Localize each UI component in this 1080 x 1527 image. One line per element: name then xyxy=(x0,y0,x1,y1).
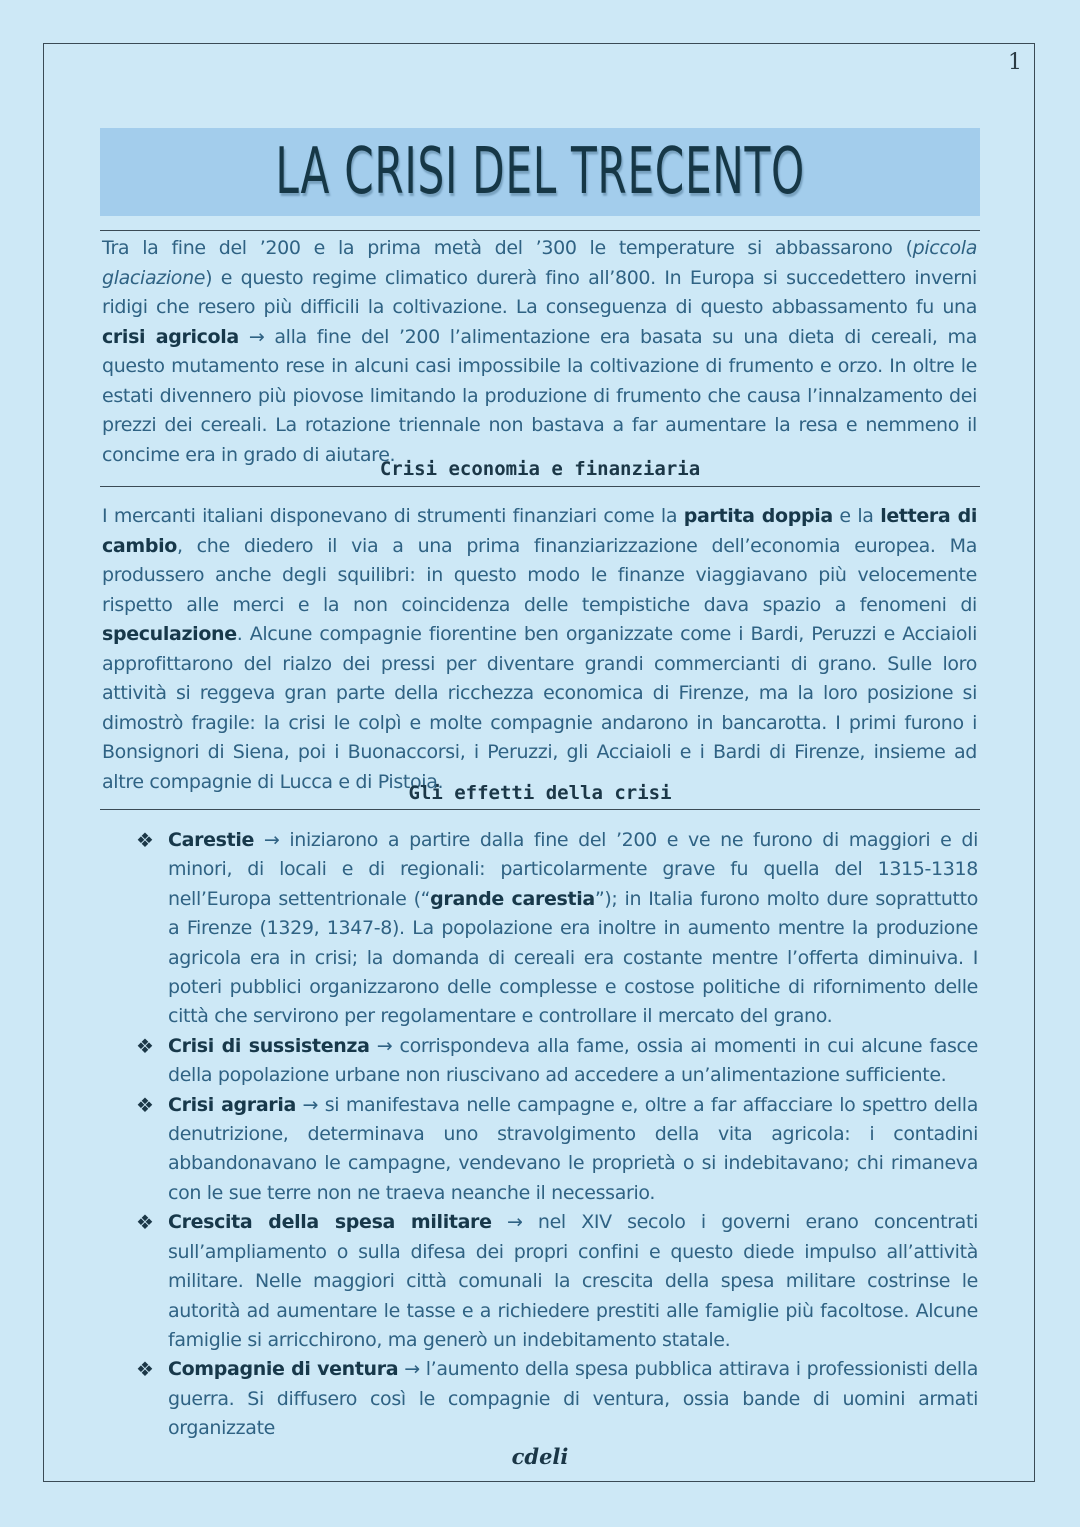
key-term: speculazione xyxy=(102,623,237,645)
economic-crisis-paragraph: I mercanti italiani disponevano di strumenti finanziari come la partita doppia e la lettera di cambio, che diedero il via a una prima finanziarizzazione dell’economia europea. Ma produssero anche degli squilibri: in questo modo le finanze viaggiavano più velocemente rispetto alle merci e la non coincidenza delle tempistiche dava spazio a fenomeni di speculazione. Alcune compagnie fiorentine ben organizzate come i Bardi, Peruzzi e Acciaioli approfittarono del rialzo dei pressi per diventare grandi commercianti di grano. Sulle loro attività si reggeva gran parte della ricchezza economica di Firenze, ma la loro posizione si dimostrò fragile: la crisi le colpì e molte compagnie andarono in bancarotta. I primi furono i Bonsignori di Siena, poi i Buonaccorsi, i Peruzzi, gli Acciaioli e i Bardi di Firenze, insieme ad altre compagnie di Lucca e di Pistoia. xyxy=(102,505,977,793)
section-divider xyxy=(100,486,980,487)
footer-logo: cdeli xyxy=(511,1444,569,1469)
key-term: lettera di cambio xyxy=(102,505,977,557)
diamond-bullet-icon: ❖ xyxy=(136,1210,154,1235)
list-item-crisi-agraria: ❖ Crisi agraria → si manifestava nelle campagne e, oltre a far affacciare lo spettro della denutrizione, determinava uno stravolgimento della vita agricola: i contadini abbandonavano le campagne, vendevano le proprietà o si indebitavano; chi rimaneva con le sue terre non ne traeva neanche il necessario. xyxy=(136,1092,978,1204)
list-item-crisi-sussistenza: ❖ Crisi di sussistenza → corrispondeva alla fame, ossia ai momenti in cui alcune fasce della popolazione urbane non riuscivano ad accedere a un’alimentazione sufficiente. xyxy=(136,1033,978,1087)
list-item-compagnie-ventura: ❖ Compagnie di ventura → l’aumento della spesa pubblica attirava i professionisti della guerra. Si diffusero così le compagnie di ventura, ossia bande di uomini armati organizzate xyxy=(136,1357,979,1440)
intro-paragraph: Tra la fine del ’200 e la prima metà del ’300 le temperature si abbassarono (piccola glaciazione) e questo regime climatico durerà fino all’800. In Europa si succedettero inverni ridigi che resero più difficili la coltivazione. La conseguenza di questo abbassamento fu una crisi agricola → alla fine del ’200 l’alimentazione era basata su una dieta di cereali, ma questo mutamento rese in alcuni casi impossibile la coltivazione di frumento e orzo. In oltre le estati divennero più piovose limitando la produzione di frumento che causa l’innalzamento dei prezzi dei cereali. La rotazione triennale non bastava a far aumentare la resa e nemmeno il concime era in grado di aiutare. xyxy=(102,237,977,466)
diamond-bullet-icon: ❖ xyxy=(136,828,154,852)
section-heading-economic-crisis: Crisi economia e finanziaria xyxy=(379,458,701,480)
list-item-carestie: ❖ Carestie → iniziarono a partire dalla fine del ’200 e ve ne furono di maggiori e di minori, di locali e di regionali: particolarmente grave fu quella del 1315-1318 nell’Europa settentrionale (“grande carestia”); in Italia furono molto dure soprattutto a Firenze (1329, 1347-8). La popolazione era inoltre in aumento mentre la produzione agricola era in crisi; la domanda di cereali era costante mentre l’offerta diminuiva. I poteri pubblici organizzarono delle complesse e costose politiche di rifornimento delle città che servirono per regolamentare e controllare il mercato del grano. xyxy=(136,828,978,1028)
diamond-bullet-icon: ❖ xyxy=(136,1357,154,1382)
page-title: LA CRISI DEL TRECENTO xyxy=(275,135,805,209)
diamond-bullet-icon: ❖ xyxy=(136,1033,154,1058)
key-term: crisi agricola xyxy=(102,325,239,348)
page-number: 1 xyxy=(1008,50,1022,75)
section-divider xyxy=(100,809,980,810)
emphasis-term: piccola glaciazione xyxy=(102,237,977,289)
diamond-bullet-icon: ❖ xyxy=(136,1092,154,1117)
title-banner xyxy=(100,128,980,216)
list-item-spesa-militare: ❖ Crescita della spesa militare → nel XIV secolo i governi erano concentrati sull’ampliamento o sulla difesa dei propri confini e questo diede impulso all’attività militare. Nelle maggiori città comunali la crescita della spesa militare costrinse le autorità ad aumentare le tasse e a richiedere prestiti alle famiglie più facoltose. Alcune famiglie si arricchirono, ma generò un indebitamento statale. xyxy=(136,1210,979,1351)
section-heading-crisis-effects: Gli effetti della crisi xyxy=(408,782,672,804)
title-divider xyxy=(100,230,980,231)
key-term: partita doppia xyxy=(683,505,833,527)
effects-list xyxy=(136,826,978,1444)
